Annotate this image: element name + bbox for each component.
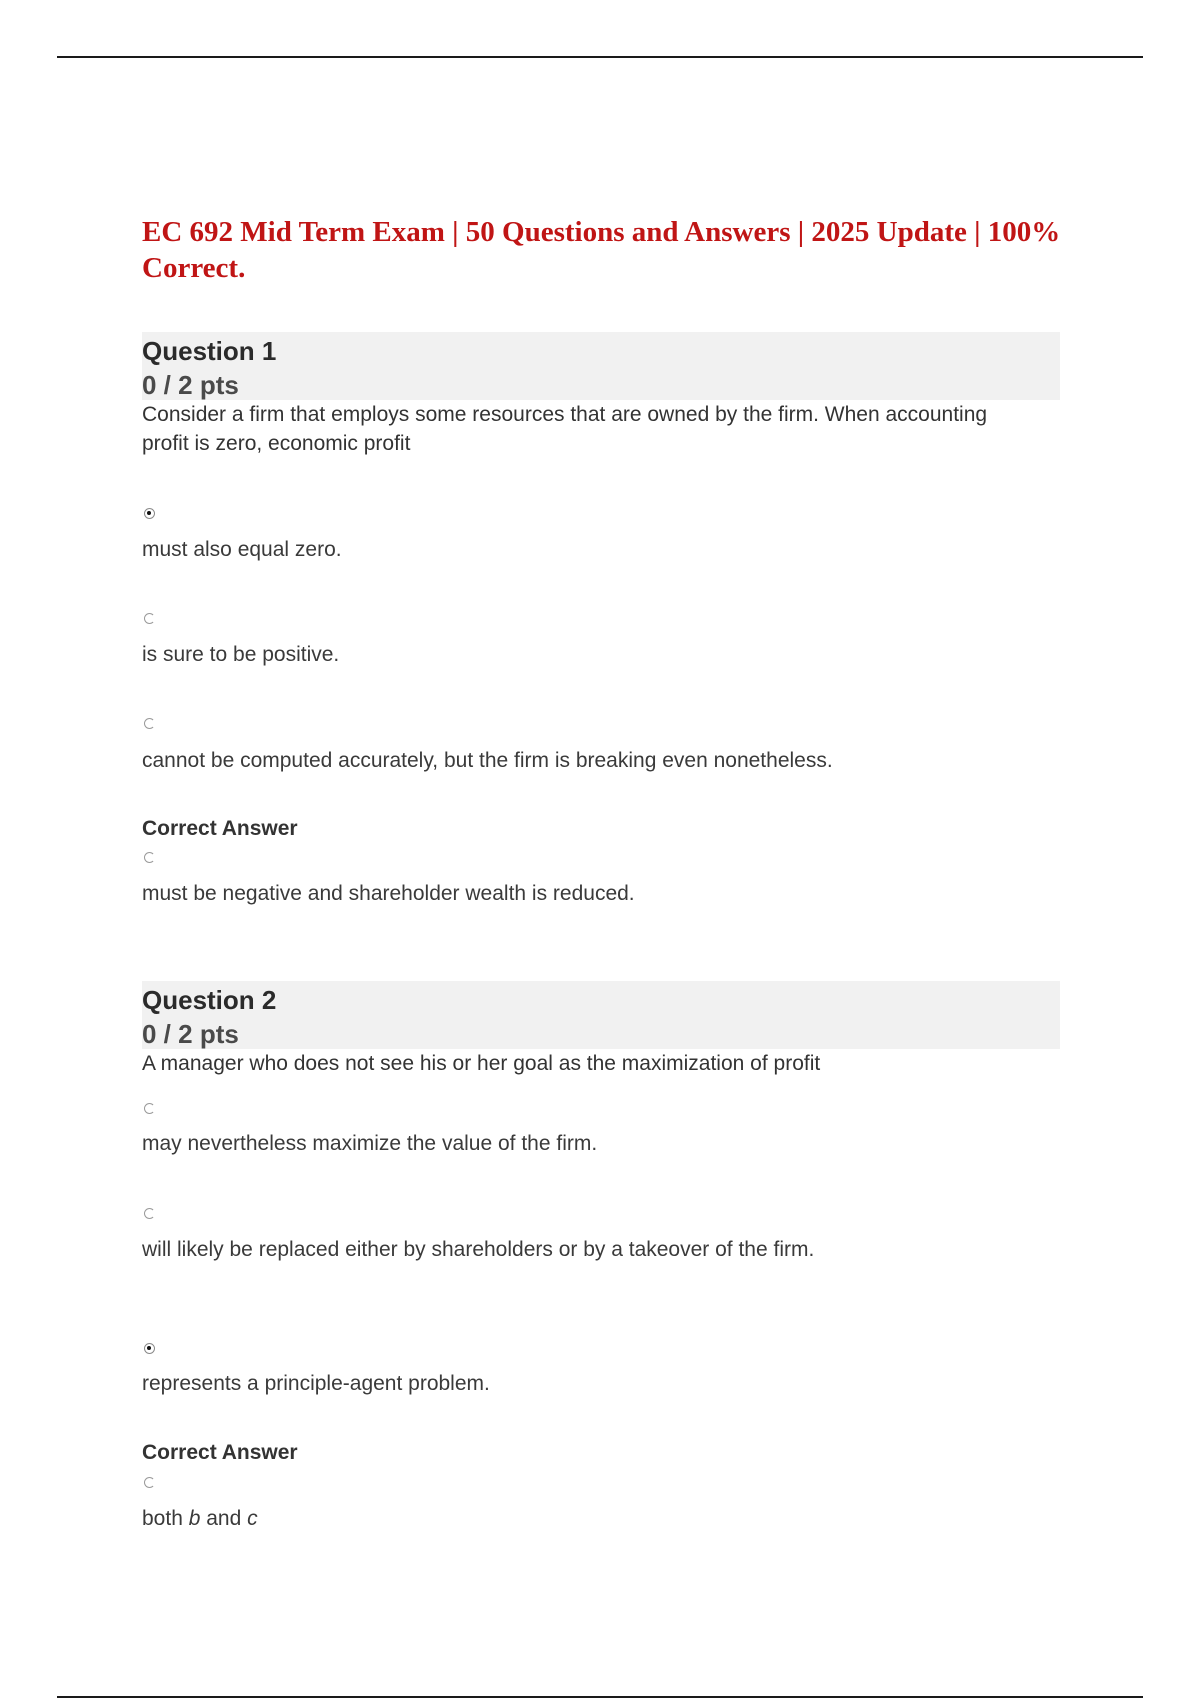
- option-text: may nevertheless maximize the value of the firm.: [142, 1132, 598, 1155]
- option-radio[interactable]: [144, 1208, 155, 1219]
- option-radio[interactable]: [144, 1103, 155, 1114]
- question-block: [142, 332, 1062, 932]
- correct-option-text: must be negative and shareholder wealth is reduced.: [142, 882, 635, 905]
- option-text: will likely be replaced either by shareholders or by a takeover of the firm.: [142, 1238, 815, 1261]
- option-radio-selected[interactable]: [144, 1343, 155, 1354]
- option-radio[interactable]: [144, 1477, 155, 1488]
- question-text: Consider a firm that employs some resources that are owned by the firm. When accounting profit is zero, economic profit: [142, 403, 988, 455]
- correct-answer-label: Correct Answer: [142, 817, 298, 840]
- question-title: Question 1: [142, 336, 277, 366]
- question-points: 0 / 2 pts: [142, 370, 239, 400]
- option-text-part: and: [200, 1507, 248, 1530]
- question-text: A manager who does not see his or her goal as the maximization of profit: [142, 1052, 821, 1075]
- question-header: [142, 332, 1060, 400]
- option-radio[interactable]: [144, 852, 155, 863]
- correct-answer-label: Correct Answer: [142, 1441, 298, 1464]
- option-text-part: both: [142, 1507, 189, 1530]
- bottom-rule: [57, 1696, 1143, 1698]
- document-title: EC 692 Mid Term Exam | 50 Questions and Answers | 2025 Update | 100% Correct.: [142, 216, 1061, 284]
- question-block: [142, 981, 1062, 1541]
- option-text: cannot be computed accurately, but the firm is breaking even nonetheless.: [142, 749, 833, 772]
- question-header: [142, 981, 1060, 1049]
- top-rule: [57, 56, 1143, 58]
- option-text-part: b: [188, 1507, 201, 1530]
- option-radio[interactable]: [144, 718, 155, 729]
- option-text: must also equal zero.: [142, 538, 342, 561]
- question-points: 0 / 2 pts: [142, 1019, 239, 1049]
- option-radio[interactable]: [144, 613, 155, 624]
- option-text-part: c: [247, 1507, 258, 1530]
- option-radio-selected[interactable]: [144, 508, 155, 519]
- question-title: Question 2: [142, 985, 277, 1015]
- option-text: represents a principle-agent problem.: [142, 1372, 490, 1395]
- option-text: is sure to be positive.: [142, 643, 340, 666]
- correct-option-text: [142, 1505, 258, 1533]
